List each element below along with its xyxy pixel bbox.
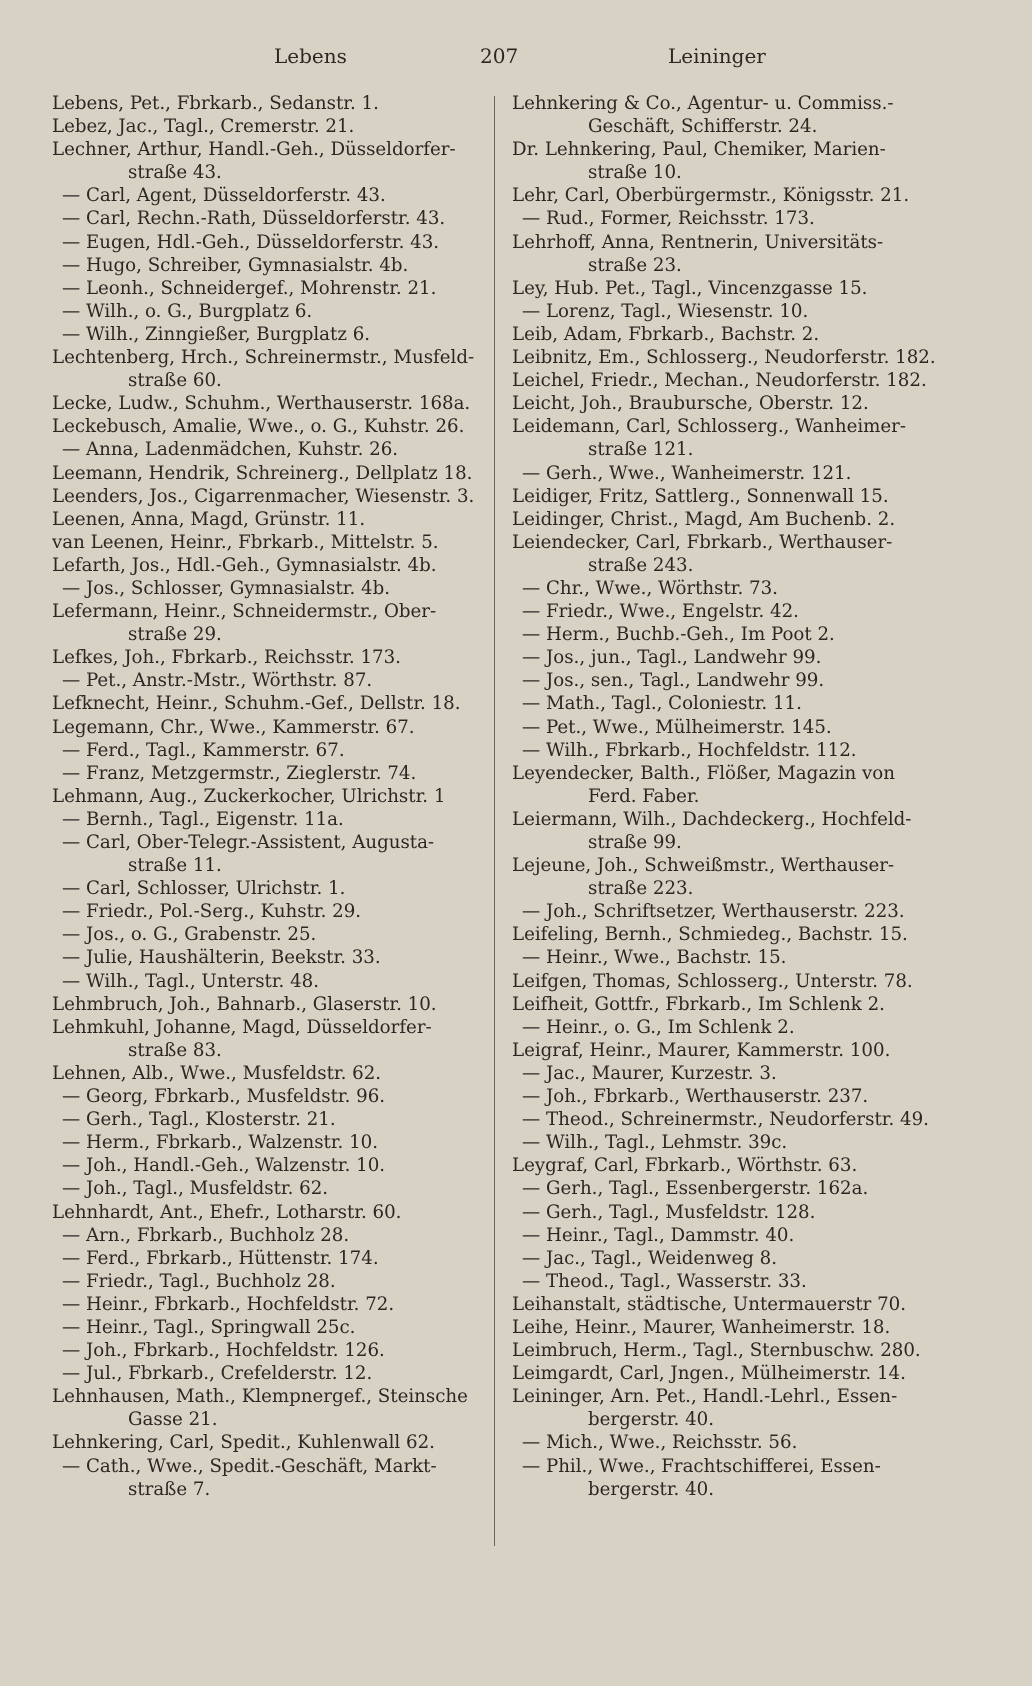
directory-entry: Leenen, Anna, Magd, Grünstr. 11. [52,508,366,530]
directory-entry: Lefermann, Heinr., Schneidermstr., Ober- [52,601,437,623]
directory-entry: — Carl, Ober-Telegr.-Assistent, Augusta- [62,832,435,853]
directory-entry: — Joh., Schriftsetzer, Werthauserstr. 223. [522,901,905,923]
entry-continuation: Ferd. Faber. [588,785,700,807]
directory-entry: — Georg, Fbrkarb., Musfeldstr. 96. [62,1086,386,1108]
directory-entry: — Math., Tagl., Coloniestr. 11. [522,693,802,715]
directory-entry: Legemann, Chr., Wwe., Kammerstr. 67. [52,716,415,738]
directory-entry: — Jul., Fbrkarb., Crefelderstr. 12. [62,1363,373,1385]
directory-entry: Lebez, Jac., Tagl., Cremerstr. 21. [52,116,355,138]
entry-continuation: bergerstr. 40. [588,1409,715,1431]
directory-entry: — Heinr., Tagl., Springwall 25c. [62,1316,356,1338]
directory-entry: Lehnen, Alb., Wwe., Musfeldstr. 62. [52,1062,382,1084]
directory-entry: Leifeling, Bernh., Schmiedeg., Bachstr. 15. [512,924,908,946]
directory-entry: Leifheit, Gottfr., Fbrkarb., Im Schlenk 2. [512,993,885,1015]
directory-entry: Leimgardt, Carl, Jngen., Mülheimerstr. 14. [512,1363,906,1385]
entry-continuation: straße 29. [128,624,222,646]
directory-entry: — Mich., Wwe., Reichsstr. 56. [522,1432,798,1454]
directory-entry: Leigraf, Heinr., Maurer, Kammerstr. 100. [512,1039,891,1061]
directory-entry: — Rud., Former, Reichsstr. 173. [522,208,815,230]
left-column [52,92,482,1501]
directory-entry: Leib, Adam, Fbrkarb., Bachstr. 2. [512,323,820,345]
directory-entry: — Eugen, Hdl.-Geh., Düsseldorferstr. 43. [62,231,440,253]
directory-entry: Leihanstalt, städtische, Untermauerstr 70. [512,1293,907,1315]
directory-entry: — Gerh., Tagl., Musfeldstr. 128. [522,1201,816,1223]
directory-entry: Lejeune, Joh., Schweißmstr., Werthauser- [512,855,895,877]
directory-entry: — Gerh., Tagl., Klosterstr. 21. [62,1109,336,1131]
directory-entry: Leicht, Joh., Braubursche, Oberstr. 12. [512,393,869,415]
directory-entry: — Carl, Rechn.-Rath, Düsseldorferstr. 43. [62,208,446,230]
entry-continuation: straße 60. [128,370,222,392]
header-left-keyword: Lebens [274,44,347,68]
entry-continuation: straße 243. [588,554,694,576]
directory-entry: Lehnkering, Carl, Spedit., Kuhlenwall 62. [52,1432,435,1454]
entry-continuation: Geschäft, Schifferstr. 24. [588,116,818,138]
directory-entry: — Joh., Handl.-Geh., Walzenstr. 10. [62,1155,386,1177]
directory-entry: — Lorenz, Tagl., Wiesenstr. 10. [522,300,809,322]
page-header [52,44,1004,78]
directory-entry: — Joh., Fbrkarb., Werthauserstr. 237. [522,1086,869,1108]
directory-entry: — Wilh., Fbrkarb., Hochfeldstr. 112. [522,739,857,761]
directory-entry: Leichel, Friedr., Mechan., Neudorferstr. 182. [512,370,927,392]
page-number: 207 [480,44,519,68]
directory-entry: — Gerh., Wwe., Wanheimerstr. 121. [522,462,852,484]
directory-entry: — Anna, Ladenmädchen, Kuhstr. 26. [62,439,399,461]
directory-entry: Leidiger, Fritz, Sattlerg., Sonnenwall 15. [512,485,889,507]
right-column [512,92,950,1501]
directory-entry: Leihe, Heinr., Maurer, Wanheimerstr. 18. [512,1316,891,1338]
directory-entry: Leidemann, Carl, Schlosserg., Wanheimer- [512,416,907,438]
directory-entry: Ley, Hub. Pet., Tagl., Vincenzgasse 15. [512,277,868,299]
directory-entry: — Chr., Wwe., Wörthstr. 73. [522,577,778,599]
directory-entry: Lehnhausen, Math., Klempnergef., Steinsche [52,1386,468,1408]
entry-continuation: straße 121. [588,439,694,461]
directory-entry: — Jos., o. G., Grabenstr. 25. [62,924,317,946]
directory-entry: — Wilh., Tagl., Lehmstr. 39c. [522,1132,788,1154]
directory-entry: Lechtenberg, Hrch., Schreinermstr., Musfeld- [52,347,475,369]
directory-entry: — Pet., Anstr.-Mstr., Wörthstr. 87. [62,670,373,692]
directory-entry: Lebens, Pet., Fbrkarb., Sedanstr. 1. [52,93,379,114]
directory-entry: Leyendecker, Balth., Flößer, Magazin von [512,762,895,784]
directory-entry: Lehmann, Aug., Zuckerkocher, Ulrichstr. 1 [52,785,446,807]
directory-entry: — Friedr., Tagl., Buchholz 28. [62,1270,336,1292]
directory-entry: — Wilh., Zinngießer, Burgplatz 6. [62,323,371,345]
directory-entry: van Leenen, Heinr., Fbrkarb., Mittelstr. 5. [52,531,439,553]
directory-entry: Lehnkering & Co., Agentur- u. Commiss.- [512,93,894,114]
directory-entry: Dr. Lehnkering, Paul, Chemiker, Marien- [512,139,886,161]
directory-entry: Lecke, Ludw., Schuhm., Werthauserstr. 168a. [52,393,471,415]
entry-continuation: straße 83. [128,1039,222,1061]
directory-entry: — Leonh., Schneidergef., Mohrenstr. 21. [62,277,437,299]
directory-entry: Leibnitz, Em., Schlosserg., Neudorferstr. 182. [512,347,936,369]
entry-continuation: straße 223. [588,878,694,900]
directory-entry: — Theod., Schreinermstr., Neudorferstr. 49. [522,1109,929,1131]
directory-entry: — Wilh., o. G., Burgplatz 6. [62,300,313,322]
directory-entry: Lechner, Arthur, Handl.-Geh., Düsseldorfer- [52,139,456,161]
directory-entry: — Ferd., Tagl., Kammerstr. 67. [62,739,345,761]
entry-continuation: bergerstr. 40. [588,1478,715,1500]
directory-entry: Lehnhardt, Ant., Ehefr., Lotharstr. 60. [52,1201,402,1223]
directory-entry: — Pet., Wwe., Mülheimerstr. 145. [522,716,832,738]
directory-entry: — Julie, Haushälterin, Beekstr. 33. [62,947,381,969]
directory-entry: — Friedr., Wwe., Engelstr. 42. [522,601,799,623]
directory-entry: — Ferd., Fbrkarb., Hüttenstr. 174. [62,1247,379,1269]
directory-entry: Lehmkuhl, Johanne, Magd, Düsseldorfer- [52,1016,432,1038]
directory-entry: — Arn., Fbrkarb., Buchholz 28. [62,1224,350,1246]
directory-entry: — Bernh., Tagl., Eigenstr. 11a. [62,808,344,830]
directory-entry: — Cath., Wwe., Spedit.-Geschäft, Markt- [62,1455,437,1477]
directory-entry: Lefkes, Joh., Fbrkarb., Reichsstr. 173. [52,647,401,669]
entry-continuation: straße 99. [588,832,682,853]
directory-entry: Leimbruch, Herm., Tagl., Sternbuschw. 280. [512,1340,921,1362]
directory-entry: — Jos., Schlosser, Gymnasialstr. 4b. [62,577,391,599]
entry-continuation: straße 7. [128,1478,211,1500]
directory-entry: Leckebusch, Amalie, Wwe., o. G., Kuhstr. 26. [52,416,465,438]
directory-entry: Lefknecht, Heinr., Schuhm.-Gef., Dellstr. 18. [52,693,461,715]
directory-entry: Lehr, Carl, Oberbürgermstr., Königsstr. 21. [512,185,910,207]
directory-entry: — Carl, Schlosser, Ulrichstr. 1. [62,878,346,900]
entry-continuation: Gasse 21. [128,1409,218,1431]
header-right-keyword: Leininger [668,44,766,68]
directory-entry: — Jac., Maurer, Kurzestr. 3. [522,1062,777,1084]
directory-entry: — Heinr., o. G., Im Schlenk 2. [522,1016,795,1038]
directory-entry: — Phil., Wwe., Frachtschifferei, Essen- [522,1455,881,1477]
directory-entry: — Joh., Tagl., Musfeldstr. 62. [62,1178,329,1200]
directory-entry: — Friedr., Pol.-Serg., Kuhstr. 29. [62,901,362,923]
directory-entry: — Jos., jun., Tagl., Landwehr 99. [522,647,822,669]
directory-entry: — Carl, Agent, Düsseldorferstr. 43. [62,185,386,207]
entry-continuation: straße 10. [588,162,682,184]
directory-entry: Lehrhoff, Anna, Rentnerin, Universitäts- [512,231,884,253]
directory-entry: — Herm., Buchb.-Geh., Im Poot 2. [522,624,835,646]
directory-entry: Leininger, Arn. Pet., Handl.-Lehrl., Essen- [512,1386,898,1408]
directory-entry: — Herm., Fbrkarb., Walzenstr. 10. [62,1132,379,1154]
directory-entry: Leygraf, Carl, Fbrkarb., Wörthstr. 63. [512,1155,858,1177]
directory-entry: — Wilh., Tagl., Unterstr. 48. [62,970,320,992]
column-divider [494,96,495,1546]
directory-entry: Leiermann, Wilh., Dachdeckerg., Hochfeld- [512,808,912,830]
entry-continuation: straße 11. [128,855,222,877]
directory-entry: Lefarth, Jos., Hdl.-Geh., Gymnasialstr. 4b. [52,554,437,576]
entry-continuation: straße 43. [128,162,222,184]
directory-entry: Leenders, Jos., Cigarrenmacher, Wiesenstr. 3. [52,485,475,507]
directory-entry: — Heinr., Wwe., Bachstr. 15. [522,947,787,969]
directory-entry: — Jos., sen., Tagl., Landwehr 99. [522,670,825,692]
directory-entry: Lehmbruch, Joh., Bahnarb., Glaserstr. 10. [52,993,437,1015]
directory-entry: — Heinr., Tagl., Dammstr. 40. [522,1224,795,1246]
directory-entry: — Franz, Metzgermstr., Zieglerstr. 74. [62,762,417,784]
directory-entry: — Gerh., Tagl., Essenbergerstr. 162a. [522,1178,869,1200]
directory-entry: Leemann, Hendrik, Schreinerg., Dellplatz 18. [52,462,473,484]
directory-entry: — Theod., Tagl., Wasserstr. 33. [522,1270,807,1292]
directory-entry: — Heinr., Fbrkarb., Hochfeldstr. 72. [62,1293,395,1315]
directory-entry: Leiendecker, Carl, Fbrkarb., Werthauser- [512,531,893,553]
directory-entry: — Joh., Fbrkarb., Hochfeldstr. 126. [62,1340,385,1362]
directory-entry: Leidinger, Christ., Magd, Am Buchenb. 2. [512,508,896,530]
directory-entry: — Jac., Tagl., Weidenweg 8. [522,1247,778,1269]
entry-continuation: straße 23. [588,254,682,276]
directory-entry: — Hugo, Schreiber, Gymnasialstr. 4b. [62,254,409,276]
directory-entry: Leifgen, Thomas, Schlosserg., Unterstr. 78. [512,970,913,992]
